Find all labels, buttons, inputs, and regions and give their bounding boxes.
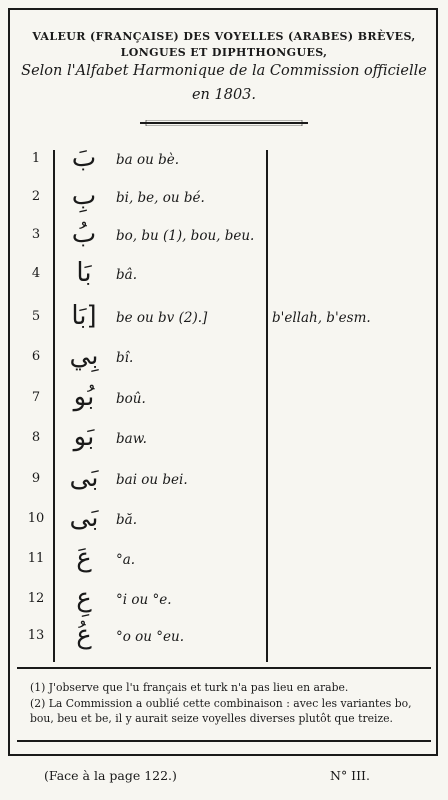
table-row xyxy=(0,343,448,379)
vowel-value: baw. xyxy=(116,431,147,447)
table-row xyxy=(0,384,448,420)
vowel-value: bo, bu (1), bou, beu. xyxy=(116,228,255,244)
vowel-value: °o ou °eu. xyxy=(116,629,185,645)
vowel-value: boû. xyxy=(116,391,146,407)
table-row xyxy=(0,303,448,339)
vowel-value: °i ou °e. xyxy=(116,592,172,608)
vowel-value: be ou bv (2).] xyxy=(116,310,208,326)
arabic-glyph: [بَا xyxy=(71,301,97,331)
row-number: 6 xyxy=(31,349,41,364)
arabic-glyph: بَى xyxy=(69,503,99,533)
arabic-glyph: عَ xyxy=(76,543,92,573)
table-row xyxy=(0,465,448,501)
title-line-1: VALEUR (FRANÇAISE) DES VOYELLES (ARABES) BRÈVES, xyxy=(32,30,416,43)
row-number: 8 xyxy=(31,430,41,445)
footnote-1: (1) J'observe que l'u français et turk n'a pas lieu en arabe. xyxy=(30,681,349,694)
table-row xyxy=(0,183,448,219)
footnote-2: (2) La Commission a oublié cette combinaison : avec les variantes bo, bou, beu et be, il y aurait seize voyelles diverses plutôt que treize. xyxy=(30,697,412,725)
table-row xyxy=(0,622,448,658)
notes-divider-bottom xyxy=(17,740,431,742)
vowel-value: bî. xyxy=(116,350,134,366)
title-line-2: LONGUES ET DIPHTHONGUES, xyxy=(120,46,328,59)
arabic-glyph: عِ xyxy=(76,583,92,613)
arabic-glyph: بَو xyxy=(73,422,95,452)
row-number: 3 xyxy=(31,227,41,242)
ornament-divider xyxy=(140,120,308,126)
arabic-glyph: بِ xyxy=(71,181,97,211)
row-number: 2 xyxy=(31,189,41,204)
title-line-4: en 1803. xyxy=(191,87,257,103)
row-number: 1 xyxy=(31,151,41,166)
table-row xyxy=(0,145,448,181)
vowel-value: bai ou bei. xyxy=(116,472,188,488)
row-number: 11 xyxy=(27,551,45,566)
row-number: 13 xyxy=(27,628,45,643)
row-number: 7 xyxy=(31,390,41,405)
arabic-glyph: عُ xyxy=(76,620,92,650)
notes-divider-top xyxy=(17,667,431,669)
vowel-value: bi, be, ou bé. xyxy=(116,190,205,206)
table-row xyxy=(0,260,448,296)
title-line-3: Selon l'Alfabet Harmonique de la Commission officielle xyxy=(21,63,427,79)
table-row xyxy=(0,545,448,581)
table-row xyxy=(0,585,448,621)
arabic-glyph: بَا xyxy=(76,258,92,288)
table-row xyxy=(0,505,448,541)
row-number: 4 xyxy=(31,266,41,281)
footer-plate-number: N° III. xyxy=(330,768,370,783)
vowel-value: bă. xyxy=(116,512,137,528)
arabic-glyph: بَى xyxy=(69,463,99,493)
vowel-value: ba ou bè. xyxy=(116,152,180,168)
arabic-glyph: بُ xyxy=(71,219,97,249)
row-number: 9 xyxy=(31,471,41,486)
row-number: 10 xyxy=(27,511,45,526)
arabic-glyph: بَ xyxy=(71,143,97,173)
arabic-glyph: بُو xyxy=(73,382,95,412)
example-words: b'ellah, b'esm. xyxy=(272,310,371,326)
footer-page-reference: (Face à la page 122.) xyxy=(44,768,177,783)
arabic-glyph: بِي xyxy=(69,341,99,371)
row-number: 12 xyxy=(27,591,45,606)
table-row xyxy=(0,424,448,460)
row-number: 5 xyxy=(31,309,41,324)
vowel-value: °a. xyxy=(116,552,136,568)
vowel-value: bâ. xyxy=(116,267,137,283)
table-row xyxy=(0,221,448,257)
